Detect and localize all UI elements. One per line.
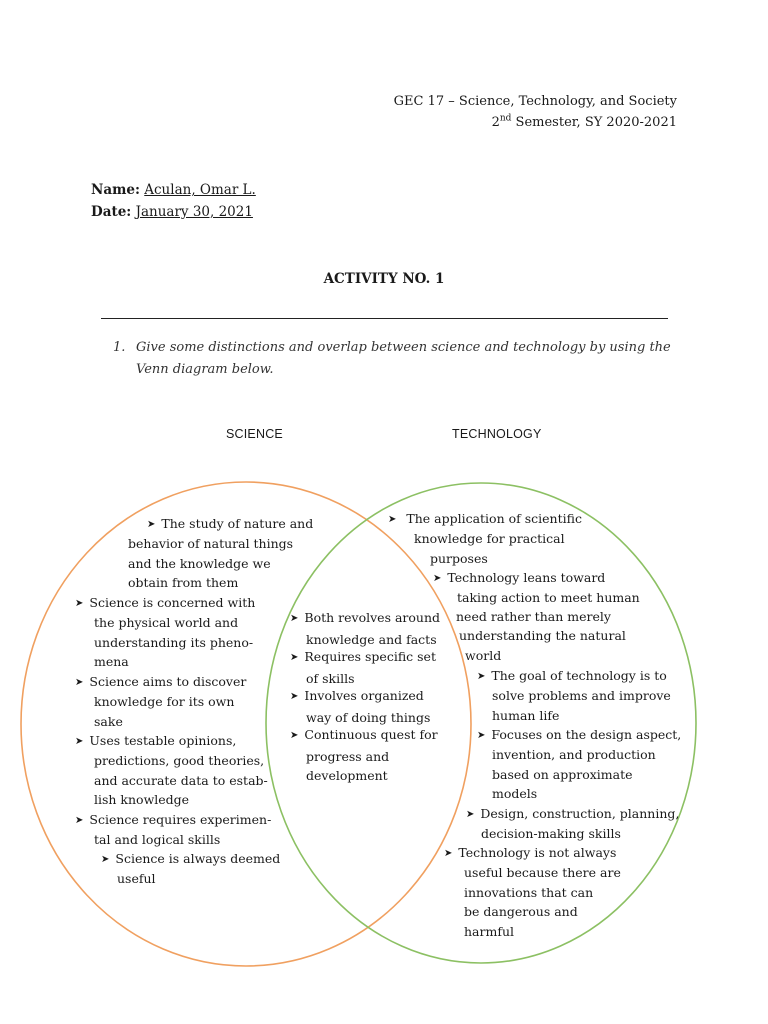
date-value: January 30, 2021 bbox=[135, 204, 253, 220]
overlap-item-2: ➤ Requires specific set of skills bbox=[290, 649, 436, 686]
technology-item-6: ➤ Technology is not always bbox=[444, 845, 617, 860]
arrow-bullet-icon: ➤ bbox=[290, 691, 299, 702]
science-item-2-cont: the physical world and understanding its pheno- mena bbox=[94, 615, 254, 670]
arrow-bullet-icon: ➤ bbox=[290, 613, 299, 624]
arrow-bullet-icon: ➤ bbox=[388, 514, 397, 525]
technology-item-6-cont: useful because there are innovations that can be dangerous and harmful bbox=[464, 865, 621, 939]
semester-number: 2 bbox=[491, 115, 500, 130]
technology-item-2-cont-3: understanding the natural world bbox=[459, 628, 626, 663]
technology-item-5-cont: decision-making skills bbox=[481, 826, 621, 841]
technology-item-3-cont: solve problems and improve human life bbox=[492, 688, 671, 723]
arrow-bullet-icon: ➤ bbox=[75, 598, 84, 609]
arrow-bullet-icon: ➤ bbox=[477, 730, 486, 741]
science-label: SCIENCE bbox=[226, 427, 283, 441]
technology-item-2: ➤ Technology leans toward bbox=[433, 570, 606, 585]
name-value: Aculan, Omar L. bbox=[144, 182, 256, 198]
question-text: Give some distinctions and overlap between science and technology by using the Venn diagram below. bbox=[136, 340, 671, 377]
arrow-bullet-icon: ➤ bbox=[75, 677, 84, 688]
science-item-6: ➤ Science is always deemed bbox=[101, 851, 281, 866]
arrow-bullet-icon: ➤ bbox=[75, 815, 84, 826]
semester-ordinal: nd bbox=[499, 113, 512, 124]
science-item-4: ➤ Uses testable opinions, bbox=[75, 733, 237, 748]
technology-item-4-cont: invention, and production based on approximate models bbox=[492, 747, 656, 802]
science-item-1: ➤ The study of nature and bbox=[147, 516, 314, 531]
overlap-item-1: ➤ Both revolves around knowledge and facts bbox=[290, 610, 441, 647]
semester-text: Semester, SY 2020-2021 bbox=[511, 115, 677, 130]
arrow-bullet-icon: ➤ bbox=[75, 736, 84, 747]
science-item-2: ➤ Science is concerned with bbox=[75, 595, 256, 610]
overlap-item-3: ➤ Involves organized way of doing things bbox=[290, 688, 431, 725]
arrow-bullet-icon: ➤ bbox=[290, 730, 299, 741]
arrow-bullet-icon: ➤ bbox=[466, 809, 475, 820]
activity-title: ACTIVITY NO. 1 bbox=[323, 271, 445, 287]
question-number: 1. bbox=[113, 340, 126, 355]
technology-item-1: ➤ The application of scientific bbox=[388, 511, 582, 526]
arrow-bullet-icon: ➤ bbox=[290, 652, 299, 663]
science-item-3-cont: knowledge for its own sake bbox=[94, 694, 235, 729]
technology-item-4: ➤ Focuses on the design aspect, bbox=[477, 727, 682, 742]
overlap-item-4: ➤ Continuous quest for progress and development bbox=[290, 727, 438, 784]
technology-item-1-cont: knowledge for practical purposes bbox=[414, 531, 565, 566]
name-label: Name: bbox=[91, 182, 140, 198]
science-item-1-cont: behavior of natural things and the knowledge we obtain from them bbox=[128, 536, 294, 591]
date-label: Date: bbox=[91, 204, 132, 220]
technology-item-2-cont: taking action to meet human bbox=[457, 590, 640, 605]
technology-label: TECHNOLOGY bbox=[452, 427, 542, 441]
course-title: GEC 17 – Science, Technology, and Society bbox=[393, 94, 677, 109]
science-item-4-cont: predictions, good theories, and accurate data to estab- lish knowledge bbox=[94, 753, 268, 808]
science-item-5: ➤ Science requires experimen- bbox=[75, 812, 272, 827]
arrow-bullet-icon: ➤ bbox=[477, 671, 486, 682]
arrow-bullet-icon: ➤ bbox=[101, 854, 110, 865]
arrow-bullet-icon: ➤ bbox=[147, 519, 156, 530]
science-item-5-cont: tal and logical skills bbox=[94, 832, 221, 847]
arrow-bullet-icon: ➤ bbox=[433, 573, 442, 584]
technology-item-3: ➤ The goal of technology is to bbox=[477, 668, 667, 683]
technology-item-5: ➤ Design, construction, planning, bbox=[466, 806, 680, 821]
technology-item-2-cont-2: need rather than merely bbox=[456, 609, 611, 624]
arrow-bullet-icon: ➤ bbox=[444, 848, 453, 859]
science-item-6-cont: useful bbox=[117, 871, 156, 886]
science-item-3: ➤ Science aims to discover bbox=[75, 674, 247, 689]
